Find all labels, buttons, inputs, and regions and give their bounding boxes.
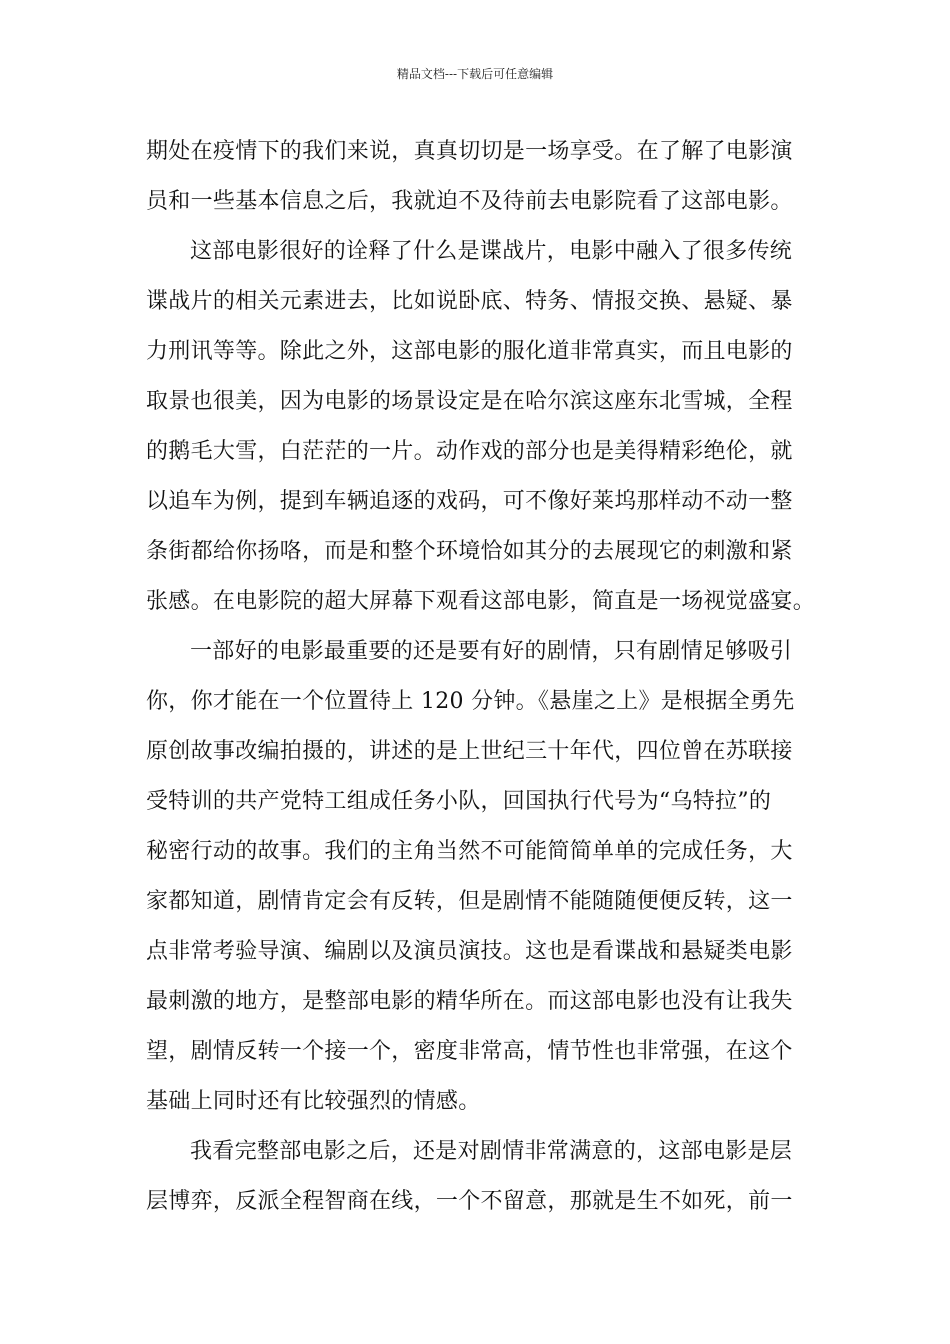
page-header: 精品文档---下载后可任意编辑 bbox=[396, 67, 554, 81]
article-body bbox=[146, 127, 816, 1227]
text-line: 受特训的共产党特工组成任务小队，回国执行代号为“乌特拉”的 bbox=[146, 789, 772, 814]
text-line: 期处在疫情下的我们来说，真真切切是一场享受。在了解了电影演 bbox=[146, 139, 793, 164]
text-line: 取景也很美，因为电影的场景设定是在哈尔滨这座东北雪城，全程 bbox=[146, 389, 793, 414]
text-line: 基础上同时还有比较强烈的情感。 bbox=[146, 1089, 481, 1114]
text-line: 点非常考验导演、编剧以及演员演技。这也是看谍战和悬疑类电影 bbox=[146, 939, 793, 964]
text-line: 以追车为例，提到车辆追逐的戏码，可不像好莱坞那样动不动一整 bbox=[146, 489, 793, 514]
text-line: 张感。在电影院的超大屏幕下观看这部电影，简直是一场视觉盛宴。 bbox=[146, 589, 816, 614]
paragraph-first-line: 我看完整部电影之后，还是对剧情非常满意的，这部电影是层 bbox=[190, 1139, 793, 1164]
text-line: 的鹅毛大雪，白茫茫的一片。动作戏的部分也是美得精彩绝伦，就 bbox=[146, 439, 793, 464]
text-line: 员和一些基本信息之后，我就迫不及待前去电影院看了这部电影。 bbox=[146, 189, 793, 214]
text-line: 秘密行动的故事。我们的主角当然不可能简简单单的完成任务，大 bbox=[146, 839, 793, 864]
paragraph-first-line: 这部电影很好的诠释了什么是谍战片，电影中融入了很多传统 bbox=[190, 239, 793, 264]
paragraph-first-line: 一部好的电影最重要的还是要有好的剧情，只有剧情足够吸引 bbox=[190, 639, 793, 664]
text-line: 条街都给你扬咯，而是和整个环境恰如其分的去展现它的刺激和紧 bbox=[146, 539, 793, 564]
text-line: 力刑讯等等。除此之外，这部电影的服化道非常真实，而且电影的 bbox=[146, 339, 793, 364]
text-line: 望，剧情反转一个接一个，密度非常高，情节性也非常强，在这个 bbox=[146, 1039, 793, 1064]
text-line: 层博弈，反派全程智商在线，一个不留意，那就是生不如死，前一 bbox=[146, 1189, 793, 1214]
text-line: 原创故事改编拍摄的，讲述的是上世纪三十年代，四位曾在苏联接 bbox=[146, 739, 793, 764]
text-line: 最刺激的地方，是整部电影的精华所在。而这部电影也没有让我失 bbox=[146, 989, 793, 1014]
text-line: 谍战片的相关元素进去，比如说卧底、特务、情报交换、悬疑、暴 bbox=[146, 289, 793, 314]
text-line: 家都知道，剧情肯定会有反转，但是剧情不能随随便便反转，这一 bbox=[146, 889, 793, 914]
text-line: 你，你才能在一个位置待上 120 分钟。《悬崖之上》是根据全勇先 bbox=[146, 689, 795, 714]
